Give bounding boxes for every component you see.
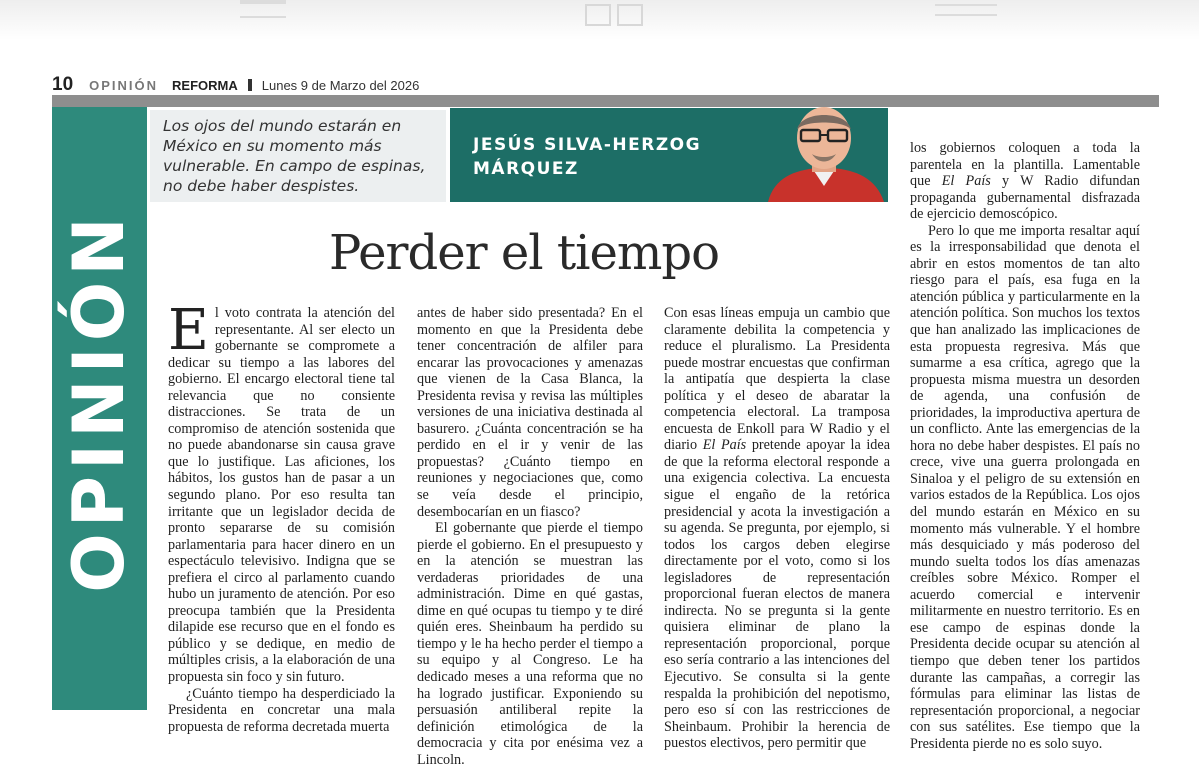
section-sidebar: [52, 107, 147, 710]
scan-artifact: [240, 16, 286, 18]
header-bar: [52, 95, 1159, 107]
paragraph-text: y W Radio difundan propaganda gubernamental disfrazada de ejercicio demoscópico.: [910, 173, 1140, 223]
drop-cap: E: [168, 298, 209, 363]
article-paragraph: Pero lo que me importa resaltar aquí es la irresponsabilidad que denota el abrir en estos momentos de tan alto riesgo para el país, esa fuga en la atención pública y particularmente en la atención política. Son muchos los textos que han analizado las implicaciones de esta propuesta regresiva. Más que sumarme a esa crítica, agrego que la propuesta misma muestra un desorden de agenda, una confusión de prioridades, la improductiva apertura de un conflicto. Ante las emergencias de la hora no debe haber despistes. El país no crece, vive una guerra prolongada en Sinaloa y el peligro de su extensión en varios estados de la República. Los ojos del mundo estarán en México en su momento más vulnerable. Y el hombre más desquiciado y más poderoso del mundo suelta todos los días amenazas creíbles sobre México. Romper el acuerdo comercial e intervenir militarmente en nuestro territorio. Es en ese campo de espinas donde la Presidenta decide ocupar su atención al tiempo que deben tener los partidos durante las campañas, a corregir las fórmulas para eliminar las listas de representación proporcional, a negociar con sus satélites. Ese tiempo que la Presidenta pierde no es solo suyo.: [910, 222, 1140, 752]
newspaper-name: REFORMA: [172, 77, 238, 93]
author-banner: [450, 108, 888, 202]
scan-artifact: [240, 0, 286, 4]
scan-artifact: [935, 4, 997, 6]
article-paragraph: [168, 298, 395, 686]
sidebar-section-label: OPINIÓN: [58, 211, 140, 593]
page-header: [52, 74, 419, 96]
section-name: OPINIÓN: [89, 77, 159, 93]
author-name: [473, 133, 701, 181]
header-separator: [248, 79, 252, 91]
publication-name: El País: [941, 173, 991, 190]
paragraph-text: los gobiernos coloquen a toda la parentela en la plantilla. Lamentable que: [910, 140, 1140, 190]
article-column-2: [417, 305, 643, 768]
publication-name: El País: [702, 437, 747, 454]
article-paragraph: El gobernante que pierde el tiempo pierde el gobierno. En el presupuesto y en la atención se muestran las verdaderas prioridades de una administración. Dime en qué gastas, dime en qué ocupas tu tiempo y te diré quién eres. Sheinbaum ha perdido su tiempo y le ha hecho perder el tiempo a su equipo y al Congreso. Le ha dedicado meses a una reforma que no ha logrado justificar. Exponiendo su persuasión antiliberal repite la definición etimológica de la democracia y cita por enésima vez a Lincoln.: [417, 520, 643, 768]
author-name-line-1: JESÚS SILVA-HERZOG: [473, 135, 702, 155]
paragraph-text: l voto contrata la atención del representante. Al ser electo un gobernante se compromete a dedicar su tiempo a las labores del gobierno. El encargo electoral tiene tal relevancia que no consiente distracciones. Se trata de un compromiso de atención sostenida que no puede abandonarse sin causa grave que lo justifique. Las aficiones, los hábitos, los gustos han de pasar a un segundo plano. Por eso resulta tan irritante que un legislador decida de pronto separarse de su comisión parlamentaria para hacer dinero en un espectáculo televisivo. Indigna que se prefiera el circo al parlamento cuando hubo un juramento de atención. Por eso preocupa también que la Presidenta dilapide ese recurso que en el fondo es público y se dedique, en medio de múltiples crisis, a la elaboración de una propuesta sin foco y sin futuro.: [168, 305, 395, 686]
article-paragraph: ¿Cuánto tiempo ha desperdiciado la Presidenta en concretar una mala propuesta de reforma decretada muerta: [168, 685, 395, 735]
article-column-3: [664, 305, 890, 752]
page-number: 10: [52, 74, 74, 95]
scan-artifact: [935, 14, 997, 16]
publication-date: Lunes 9 de Marzo del 2026: [261, 77, 420, 93]
article-paragraph: [910, 140, 1140, 223]
lead-quote: Los ojos del mundo estarán en México en su momento más vulnerable. En campo de espinas, no debe haber despistes.: [150, 110, 446, 202]
article-column-4: [910, 140, 1140, 752]
article-paragraph: [664, 305, 890, 752]
author-name-line-2: MÁRQUEZ: [473, 159, 579, 179]
author-photo: [760, 108, 888, 202]
article-column-1: [168, 298, 395, 735]
scan-artifact: [617, 4, 643, 26]
scan-artifact: [585, 4, 611, 26]
headline: Perder el tiempo: [328, 225, 720, 281]
paragraph-text: pretende apoyar la idea de que la reforma electoral responde a una exigencia colectiva. La encuesta sigue el engaño de la retórica presidencial y acota la investigación a su agenda. Se pregunta, por ejemplo, si todos los cargos deben elegirse directamente por el voto, como si los legisladores de representación proporcional fueran electos de manera indirecta. No se pregunta si la gente quisiera eliminar de plano la representación proporcional, porque eso sería contrario a las intenciones del Ejecutivo. Se consulta si la gente respalda la prohibición del nepotismo, pero eso sí con las restricciones de Sheinbaum. Prohibir la herencia de puestos electivos, pero permitir que: [664, 437, 890, 752]
article-paragraph: antes de haber sido presentada? En el momento en que la Presidenta debe tener concentración de alfiler para encarar las provocaciones y amenazas que vienen de la Casa Blanca, la Presidenta revisa y revisa las múltiples versiones de una iniciativa destinada al basurero. ¿Cuánta concentración se ha perdido en el ir y venir de las propuestas? ¿Cuánto tiempo en reuniones y negociaciones que, como se veía desde el principio, desembocarían en un fiasco?: [417, 305, 643, 520]
paragraph-text: Con esas líneas empuja un cambio que claramente debilita la competencia y reduce el pluralismo. La Presidenta puede mostrar encuestas que confirman la antipatía que despierta la clase política y el deseo de abaratar la competencia electoral. La tramposa encuesta de Enkoll para W Radio y el diario: [664, 305, 890, 454]
